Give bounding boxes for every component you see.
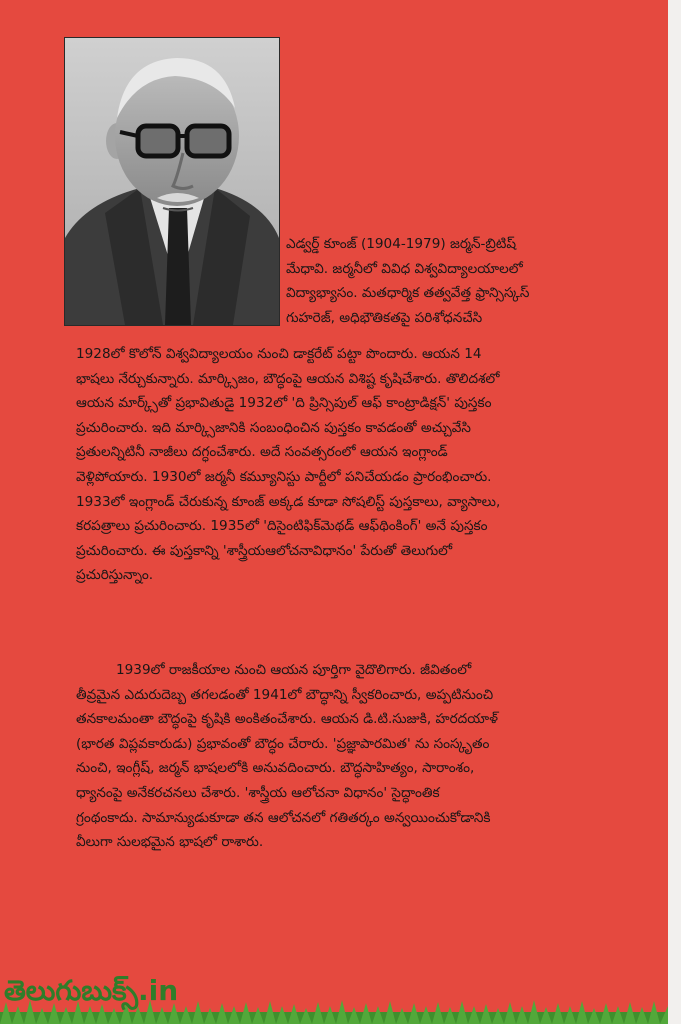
- text-line: ఎడ్వర్డ్ కూంజ్ (1904-1979) జర్మన్-బ్రిటిష్: [286, 236, 517, 252]
- text-line: ప్రచురించారు. ఇది మార్క్సిజానికి సంబంధించిన పుస్తకం కావడంతో అచ్చువేసి: [76, 419, 471, 436]
- text-line: నుంచి, ఇంగ్లీష్, జర్మన్ భాషలలోకి అనువదించారు. బౌద్ధసాహిత్యం, సారాంశం,: [76, 760, 475, 777]
- text-line: భాషలు నేర్చుకున్నారు. మార్క్సిజం, బౌద్ధంపై ఆయన విశిష్ట కృషిచేశారు. తొలిదశలో: [76, 370, 500, 387]
- text-line: ధ్యానంపై అనేకరచనలు చేశారు. 'శాస్త్రీయ ఆలోచనా విధానం' సైద్ధాంతిక: [76, 784, 440, 801]
- author-portrait: [64, 37, 280, 326]
- biography-paragraph2: [76, 658, 642, 855]
- brand-name: తెలుగుబుక్స్: [4, 974, 139, 1007]
- text-line: 1933లో ఇంగ్లాండ్ చేరుకున్న కూంజ్ అక్కడ కూడా సోషలిస్ట్ పుస్తకాలు, వ్యాసాలు,: [76, 493, 501, 510]
- footer-watermark: [0, 968, 668, 1024]
- text-line: ఆయన మార్క్స్‌తో ప్రభావితుడై 1932లో 'ది ప్రిన్సిపుల్ ఆఫ్ కాంట్రాడిక్షన్' పుస్తకం: [76, 395, 492, 412]
- text-line: మేధావి. జర్మనీలో వివిధ విశ్వవిద్యాలయాలలో: [286, 260, 523, 277]
- text-line: తీవ్రమైన ఎదురుదెబ్బ తగలడంతో 1941లో బౌద్ధాన్ని స్వీకరించారు, అప్పటినుంచి: [76, 686, 494, 703]
- biography-paragraph1-wrapped: [286, 232, 642, 330]
- text-line: 1939లో రాజకీయాల నుంచి ఆయన పూర్తిగా వైదొలిగారు. జీవితంలో: [116, 662, 472, 678]
- text-line: గ్రంథంకాదు. సామాన్యుడుకూడా తన ఆలోచనలో గతితర్కం అన్వయించుకోడానికి: [76, 809, 491, 826]
- text-line: వీలుగా సులభమైన భాషలో రాశారు.: [76, 834, 264, 851]
- site-brand: [4, 974, 178, 1014]
- text-line: వెళ్లిపోయారు. 1930లో జర్మనీ కమ్యూనిస్టు పార్టీలో పనిచేయడం ప్రారంభించారు.: [76, 468, 492, 485]
- text-line: గుహరెజ్, అధిభౌతికతపై పరిశోధనచేసి: [286, 309, 483, 326]
- text-line: ప్రచురిస్తున్నాం.: [76, 567, 154, 584]
- brand-suffix: .in: [138, 974, 179, 1007]
- text-line: (భారత విప్లవకారుడు) ప్రభావంతో బౌద్ధం చేరారు. 'ప్రజ్ఞాపారమిత' ను సంస్కృతం: [76, 735, 490, 752]
- text-line: 1928లో కొలోన్ విశ్వవిద్యాలయం నుంచి డాక్టరేట్ పట్టా పొందారు. ఆయన 14: [76, 346, 482, 362]
- text-line: ప్రతులన్నిటినీ నాజీలు దగ్ధంచేశారు. అదే సంవత్సరంలో ఆయన ఇంగ్లాండ్: [76, 444, 448, 461]
- text-line: ప్రచురించారు. ఈ పుస్తకాన్ని 'శాస్త్రీయఆలోచనావిధానం' పేరుతో తెలుగులో: [76, 542, 453, 559]
- text-line: కరపత్రాలు ప్రచురించారు. 1935లో 'దిసైంటిఫిక్‌మెథడ్ ఆఫ్‌థింకింగ్' అనే పుస్తకం: [76, 518, 488, 535]
- text-line: విద్యాభ్యాసం. మతధార్మిక తత్వవేత్త ఫ్రాన్సిస్కస్: [286, 285, 530, 302]
- biography-paragraph1: [76, 342, 642, 588]
- text-line: తనకాలమంతా బౌద్ధంపై కృషికి అంకితంచేశారు. ఆయన డి.టి.సుజుకి, హరదయాళ్: [76, 711, 498, 728]
- portrait-illustration: [65, 38, 279, 325]
